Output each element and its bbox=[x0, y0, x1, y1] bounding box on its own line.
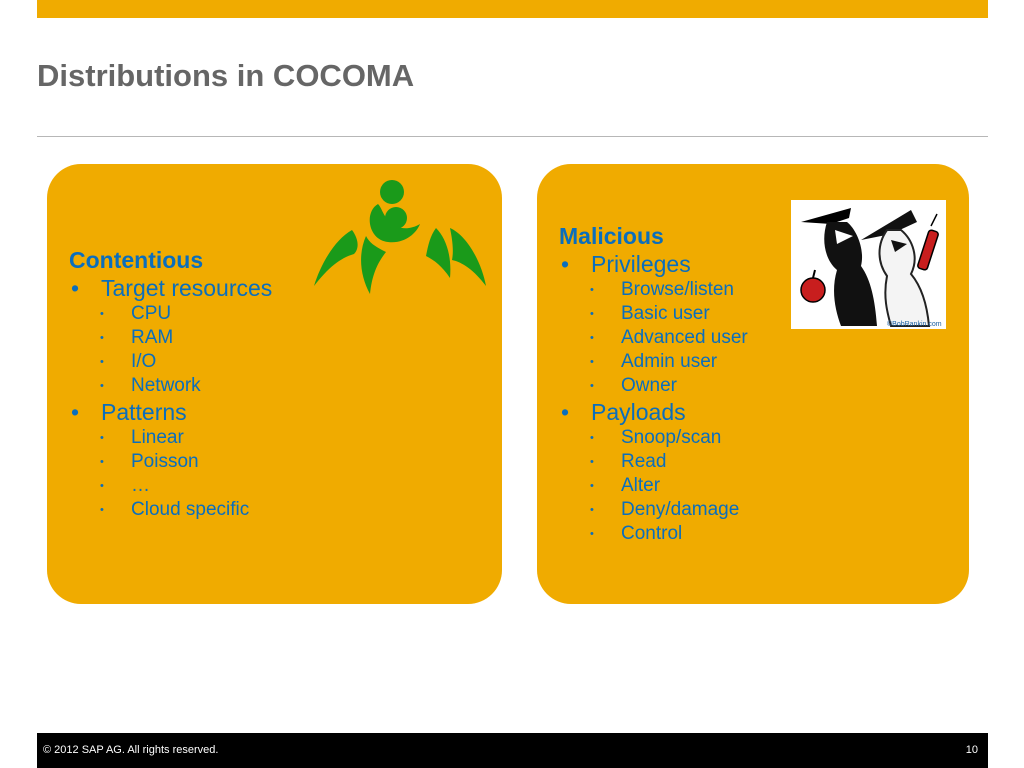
item-label: Owner bbox=[621, 375, 677, 396]
bullet-icon: • bbox=[590, 332, 594, 344]
list-item bbox=[559, 278, 748, 302]
bullet-icon: • bbox=[590, 284, 594, 296]
item-label: Alter bbox=[621, 475, 661, 496]
list-item bbox=[69, 426, 272, 450]
bullet-icon: • bbox=[100, 456, 104, 468]
spy-illustration bbox=[791, 200, 946, 329]
group-label: Privileges bbox=[591, 251, 691, 277]
item-label: CPU bbox=[131, 303, 172, 324]
item-label: Advanced user bbox=[621, 327, 748, 348]
list-item bbox=[559, 522, 748, 546]
group-label: Patterns bbox=[101, 399, 187, 425]
list-item bbox=[69, 474, 272, 498]
list-item bbox=[69, 450, 272, 474]
item-label: Read bbox=[621, 451, 667, 472]
group-label: Payloads bbox=[591, 399, 686, 425]
bullet-icon: • bbox=[100, 504, 104, 516]
list-item bbox=[69, 274, 272, 398]
bullet-icon: • bbox=[590, 356, 594, 368]
bullet-icon: • bbox=[590, 528, 594, 540]
bullet-icon: • bbox=[590, 456, 594, 468]
bullet-icon: • bbox=[590, 480, 594, 492]
item-label: Network bbox=[131, 375, 201, 396]
list-item bbox=[559, 474, 748, 498]
list-item bbox=[69, 326, 272, 350]
copyright-text: © 2012 SAP AG. All rights reserved. bbox=[43, 744, 219, 756]
bullet-icon: • bbox=[100, 380, 104, 392]
item-label: Browse/listen bbox=[621, 279, 734, 300]
bullet-icon: • bbox=[100, 480, 104, 492]
page-number: 10 bbox=[965, 744, 978, 756]
list-item bbox=[559, 374, 748, 398]
bullet-icon: • bbox=[100, 356, 104, 368]
bullet-icon: • bbox=[71, 399, 80, 425]
list-item bbox=[559, 326, 748, 350]
list-item bbox=[559, 426, 748, 450]
list-item bbox=[69, 302, 272, 326]
spy-vs-spy-image bbox=[791, 200, 946, 329]
bullet-icon: • bbox=[590, 308, 594, 320]
list-item bbox=[69, 498, 272, 522]
slide-title: Distributions in COCOMA bbox=[37, 58, 415, 93]
title-divider bbox=[37, 136, 988, 137]
list-item bbox=[559, 498, 748, 522]
list-item bbox=[559, 350, 748, 374]
malicious-column bbox=[559, 222, 748, 546]
bullet-icon: • bbox=[590, 432, 594, 444]
wrestlers-icon bbox=[312, 178, 490, 298]
bullet-icon: • bbox=[100, 432, 104, 444]
bullet-icon: • bbox=[100, 308, 104, 320]
list-item bbox=[559, 302, 748, 326]
bullet-icon: • bbox=[71, 275, 80, 301]
item-label: I/O bbox=[131, 351, 157, 372]
list-item bbox=[559, 250, 748, 398]
malicious-list bbox=[559, 250, 748, 546]
list-item bbox=[69, 374, 272, 398]
item-label: … bbox=[131, 475, 150, 496]
contentious-list bbox=[69, 274, 272, 522]
footer-bar bbox=[37, 733, 988, 768]
list-item bbox=[69, 398, 272, 522]
list-item bbox=[69, 350, 272, 374]
bullet-icon: • bbox=[590, 380, 594, 392]
group-label: Target resources bbox=[101, 275, 273, 301]
item-label: Admin user bbox=[621, 351, 718, 372]
image-credit: ©BobRankin.com bbox=[887, 321, 942, 328]
item-label: Control bbox=[621, 523, 683, 544]
malicious-heading: Malicious bbox=[559, 223, 664, 249]
contentious-heading: Contentious bbox=[69, 247, 204, 273]
item-label: RAM bbox=[131, 327, 174, 348]
item-label: Poisson bbox=[131, 451, 199, 472]
item-label: Linear bbox=[131, 427, 184, 448]
bullet-icon: • bbox=[100, 332, 104, 344]
item-label: Cloud specific bbox=[131, 499, 250, 520]
sublist bbox=[101, 302, 272, 398]
sublist bbox=[591, 426, 748, 546]
bullet-icon: • bbox=[561, 399, 570, 425]
bullet-icon: • bbox=[561, 251, 570, 277]
sublist bbox=[591, 278, 748, 398]
bullet-icon: • bbox=[590, 504, 594, 516]
sublist bbox=[101, 426, 272, 522]
contentious-column bbox=[69, 246, 272, 522]
top-accent-bar bbox=[37, 0, 988, 18]
item-label: Snoop/scan bbox=[621, 427, 722, 448]
list-item bbox=[559, 398, 748, 546]
item-label: Deny/damage bbox=[621, 499, 740, 520]
item-label: Basic user bbox=[621, 303, 710, 324]
list-item bbox=[559, 450, 748, 474]
